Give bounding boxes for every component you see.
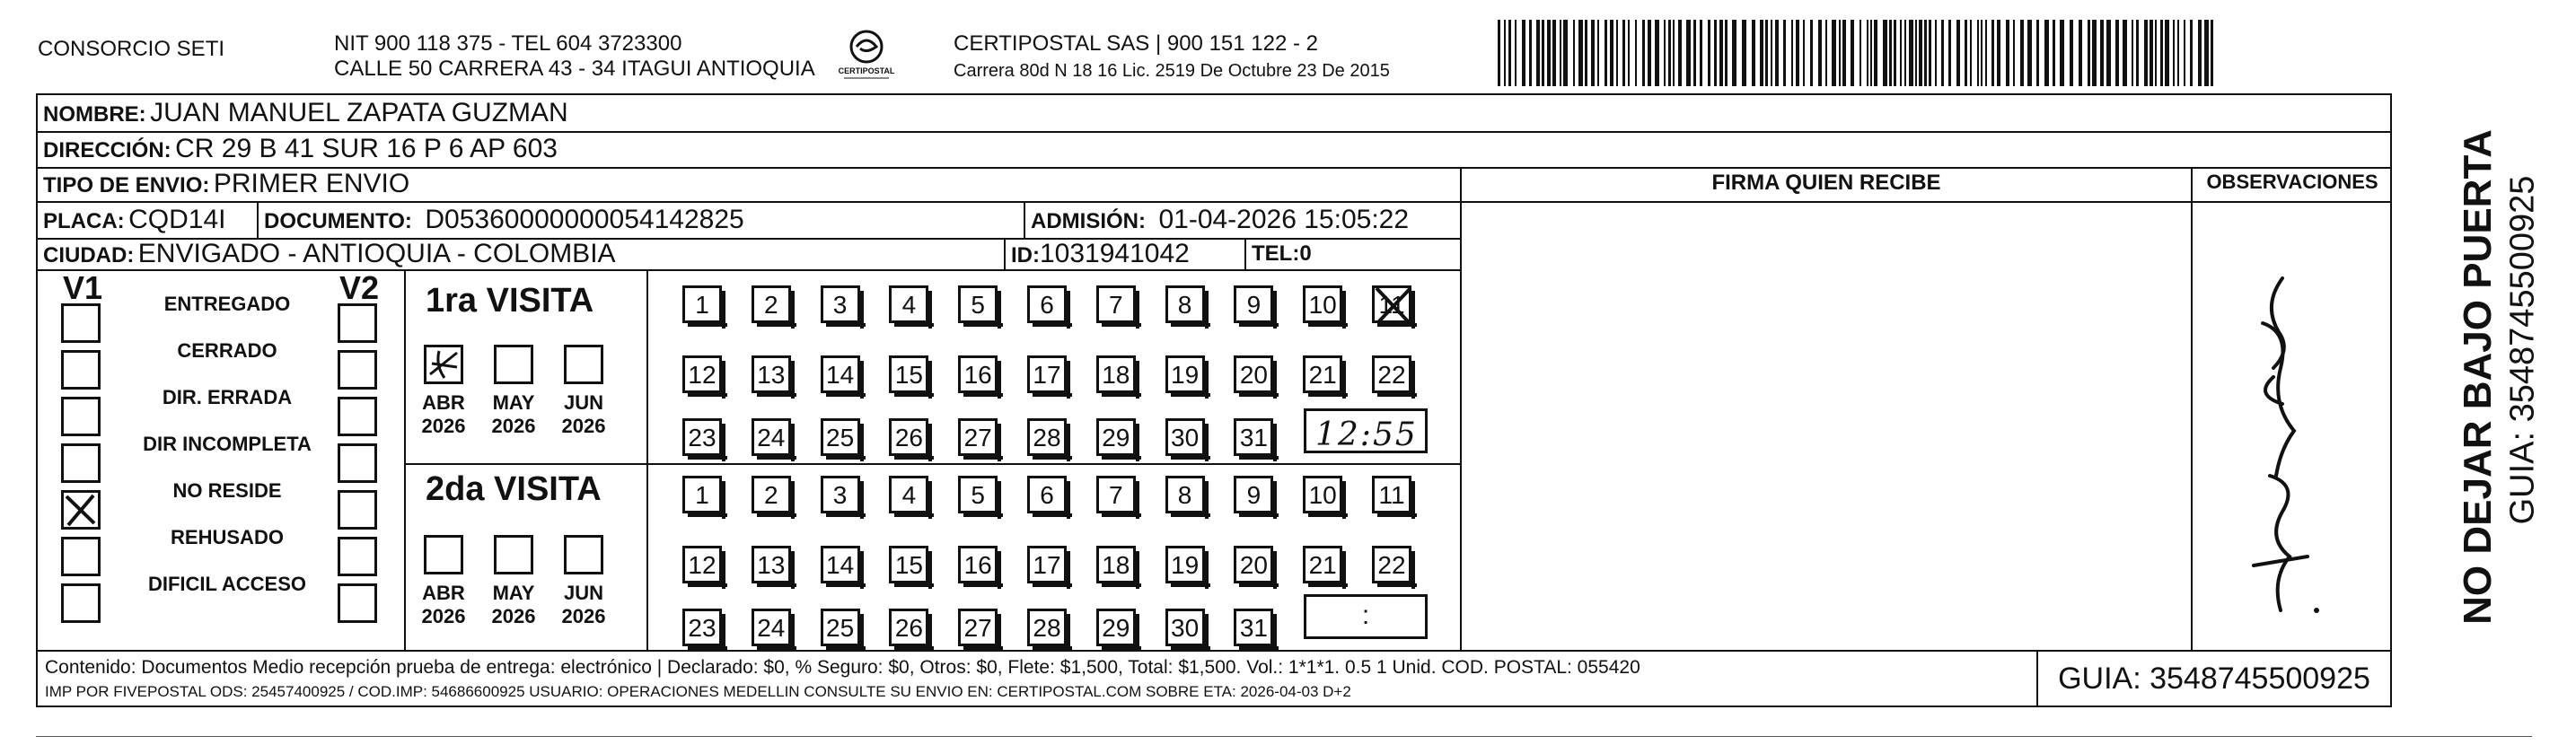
barcode-bar (1909, 20, 1913, 86)
barcode-bar (1708, 20, 1710, 86)
day-box-8[interactable]: 8 (1165, 285, 1205, 323)
month-label: ABR 2026 (421, 391, 466, 437)
barcode-bar (1796, 20, 1799, 86)
visit1-title: 1ra VISITA (426, 282, 594, 320)
day-box-9[interactable]: 9 (1234, 285, 1273, 323)
admision-row: ADMISIÓN: 01-04-2026 15:05:22 (1031, 205, 1410, 234)
barcode-bar (1686, 20, 1691, 86)
barcode-bar (1760, 20, 1763, 86)
certipostal-line: CERTIPOSTAL SAS | 900 151 122 - 2 (954, 31, 1318, 56)
day-box-15[interactable]: 15 (889, 546, 928, 583)
tipo-envio-row: TIPO DE ENVIO: PRIMER ENVIO (43, 169, 410, 198)
barcode-bar (1867, 20, 1868, 86)
day-box-8[interactable]: 8 (1165, 476, 1205, 513)
barcode-bar (1810, 20, 1813, 86)
day-box-19[interactable]: 19 (1165, 355, 1205, 393)
barcode-bar (2165, 20, 2169, 86)
v1-checkbox-3[interactable] (61, 397, 101, 436)
barcode-bar (1560, 20, 1561, 86)
barcode-bar (1765, 20, 1768, 86)
certipostal-logo (835, 27, 898, 83)
day-box-3[interactable]: 3 (821, 476, 860, 513)
day-box-10[interactable]: 10 (1303, 285, 1342, 323)
barcode-bar (1678, 20, 1682, 86)
barcode-bar (1956, 20, 1960, 86)
barcode-bar (1803, 20, 1805, 86)
placa-value: CQD14I (128, 205, 226, 234)
ciudad-row: CIUDAD: ENVIGADO - ANTIOQUIA - COLOMBIA (43, 239, 616, 268)
admision-value: 01-04-2026 15:05:22 (1158, 205, 1410, 234)
day-box-14[interactable]: 14 (821, 355, 860, 393)
barcode-bar (2144, 20, 2148, 86)
address-line: CALLE 50 CARRERA 43 - 34 ITAGUI ANTIOQUIA (334, 57, 815, 81)
v1-checkbox-6[interactable] (61, 537, 101, 576)
barcode-bar (1874, 20, 1877, 86)
barcode-bar (2198, 20, 2202, 86)
reason-label: DIR. ERRADA (162, 386, 293, 408)
day-box-12[interactable]: 12 (682, 355, 722, 393)
day-box-22[interactable]: 22 (1372, 546, 1411, 583)
barcode-bar (1924, 20, 1927, 86)
day-box-4[interactable]: 4 (889, 476, 928, 513)
barcode-bar (1929, 20, 1931, 86)
barcode-bar (1851, 20, 1854, 86)
v2-checkbox-4[interactable] (338, 443, 377, 483)
barcode-bar (2020, 20, 2024, 86)
documento-row: DOCUMENTO: D05360000000054142825 (264, 205, 744, 234)
day-box-26[interactable]: 26 (889, 609, 928, 646)
barcode-bar (1591, 20, 1595, 86)
reason-label: NO RESIDE (172, 479, 282, 502)
barcode-bar (1547, 20, 1551, 86)
reason-label: CERRADO (177, 339, 277, 362)
visit1-time-box[interactable] (1304, 408, 1428, 453)
month-checkbox-may[interactable] (494, 345, 533, 384)
month-label: ABR 2026 (421, 582, 466, 627)
ciudad-value: ENVIGADO - ANTIOQUIA - COLOMBIA (137, 239, 616, 268)
day-box-1[interactable]: 1 (682, 285, 722, 323)
handwritten-signature (2227, 269, 2361, 637)
month-checkbox-jun[interactable] (564, 535, 603, 574)
v2-label: V2 (339, 269, 380, 306)
barcode-bar (1628, 20, 1630, 86)
day-box-10[interactable]: 10 (1303, 476, 1342, 513)
barcode-bar (1515, 20, 1517, 86)
day-box-23[interactable]: 23 (682, 418, 722, 456)
footer-guia: GUIA: 3548745500925 (2058, 662, 2370, 696)
barcode-bar (1725, 20, 1728, 86)
barcode (1498, 20, 2223, 86)
day-box-5[interactable]: 5 (958, 476, 998, 513)
barcode-bar (1552, 20, 1556, 86)
barcode-bar (2132, 20, 2133, 86)
barcode-bar (1714, 20, 1717, 86)
barcode-bar (2115, 20, 2119, 86)
barcode-bar (2155, 20, 2157, 86)
day-box-26[interactable]: 26 (889, 418, 928, 456)
barcode-bar (1655, 20, 1659, 86)
barcode-bar (2027, 20, 2032, 86)
barcode-bar (1839, 20, 1841, 86)
barcode-bar (1673, 20, 1675, 86)
barcode-bar (2190, 20, 2193, 86)
observaciones-header: OBSERVACIONES (2206, 171, 2378, 193)
day-box-11[interactable]: 11 (1372, 285, 1411, 323)
barcode-bar (1668, 20, 1671, 86)
month-checkbox-abr[interactable] (424, 345, 463, 384)
barcode-bar (1859, 20, 1861, 86)
placa-row: PLACA: CQD14I (43, 205, 226, 234)
day-box-5[interactable]: 5 (958, 285, 998, 323)
v1-checkbox-4[interactable] (61, 443, 101, 483)
license-line: Carrera 80d N 18 16 Lic. 2519 De Octubre 23 De 2015 (954, 61, 1390, 81)
v1-label: V1 (63, 269, 103, 306)
day-box-17[interactable]: 17 (1027, 355, 1067, 393)
day-box-30[interactable]: 30 (1165, 609, 1205, 646)
company-name: CONSORCIO SETI (38, 37, 225, 61)
barcode-bar (1732, 20, 1736, 86)
barcode-bar (1635, 20, 1637, 86)
id-value: 1031941042 (1040, 239, 1190, 268)
v2-checkbox-1[interactable] (338, 303, 377, 343)
barcode-bar (1563, 20, 1568, 86)
barcode-bar (2177, 20, 2179, 86)
barcode-bar (1648, 20, 1651, 86)
barcode-bar (1965, 20, 1967, 86)
barcode-bar (1529, 20, 1532, 86)
no-dejar-bajo-puerta: NO DEJAR BAJO PUERTA (2456, 129, 2500, 625)
reason-label: ENTREGADO (163, 293, 291, 315)
nombre-value: JUAN MANUEL ZAPATA GUZMAN (150, 98, 568, 127)
day-box-16[interactable]: 16 (958, 355, 998, 393)
day-box-30[interactable]: 30 (1165, 418, 1205, 456)
day-box-18[interactable]: 18 (1096, 355, 1136, 393)
barcode-bar (1536, 20, 1540, 86)
day-box-28[interactable]: 28 (1027, 418, 1067, 456)
barcode-bar (1700, 20, 1702, 86)
day-box-23[interactable]: 23 (682, 609, 722, 646)
documento-value: D05360000000054142825 (425, 205, 744, 234)
day-box-18[interactable]: 18 (1096, 546, 1136, 583)
day-box-4[interactable]: 4 (889, 285, 928, 323)
barcode-bar (1522, 20, 1525, 86)
day-box-14[interactable]: 14 (821, 546, 860, 583)
day-box-25[interactable]: 25 (821, 609, 860, 646)
barcode-bar (2100, 20, 2104, 86)
day-box-6[interactable]: 6 (1027, 476, 1067, 513)
v1-checkbox-1[interactable] (61, 303, 101, 343)
barcode-bar (2088, 20, 2090, 86)
day-box-25[interactable]: 25 (821, 418, 860, 456)
visit1-time-handwritten: 12:55 (1315, 416, 1418, 453)
day-box-24[interactable]: 24 (752, 609, 791, 646)
day-box-6[interactable]: 6 (1027, 285, 1067, 323)
barcode-bar (1752, 20, 1755, 86)
day-box-31[interactable]: 31 (1234, 418, 1273, 456)
visit2-time-value: : (1361, 600, 1370, 630)
reason-label: REHUSADO (171, 526, 284, 548)
barcode-bar (1889, 20, 1892, 86)
barcode-bar (1771, 20, 1772, 86)
barcode-bar (2106, 20, 2111, 86)
barcode-bar (1542, 20, 1544, 86)
barcode-bar (1991, 20, 1994, 86)
visit2-title: 2da VISITA (426, 470, 602, 508)
barcode-bar (2053, 20, 2055, 86)
barcode-bar (1504, 20, 1506, 86)
v2-checkbox-3[interactable] (338, 397, 377, 436)
nit-line: NIT 900 118 375 - TEL 604 3723300 (334, 31, 682, 56)
barcode-bar (1508, 20, 1511, 86)
barcode-bar (1985, 20, 1987, 86)
barcode-bar (1935, 20, 1937, 86)
barcode-bar (1664, 20, 1666, 86)
month-checkbox-may[interactable] (494, 535, 533, 574)
barcode-bar (1605, 20, 1607, 86)
barcode-bar (1622, 20, 1625, 86)
barcode-bar (1693, 20, 1696, 86)
barcode-bar (1610, 20, 1613, 86)
barcode-bar (1977, 20, 1979, 86)
barcode-bar (1970, 20, 1972, 86)
nombre-row: NOMBRE: JUAN MANUEL ZAPATA GUZMAN (43, 98, 568, 127)
month-label: JUN 2026 (561, 391, 606, 437)
day-box-13[interactable]: 13 (752, 355, 791, 393)
barcode-bar (2070, 20, 2073, 86)
barcode-bar (1642, 20, 1645, 86)
barcode-bar (1904, 20, 1906, 86)
barcode-bar (2079, 20, 2082, 86)
barcode-bar (1742, 20, 1746, 86)
month-label: MAY 2026 (491, 391, 536, 437)
barcode-bar (1883, 20, 1887, 86)
day-box-13[interactable]: 13 (752, 546, 791, 583)
barcode-bar (2036, 20, 2039, 86)
barcode-bar (1616, 20, 1618, 86)
visit2-time-box[interactable] (1304, 594, 1428, 639)
day-box-29[interactable]: 29 (1096, 609, 1136, 646)
v2-checkbox-6[interactable] (338, 537, 377, 576)
barcode-bar (1498, 20, 1500, 86)
v2-checkbox-2[interactable] (338, 350, 377, 390)
barcode-bar (1573, 20, 1575, 86)
day-box-21[interactable]: 21 (1303, 546, 1342, 583)
barcode-bar (2150, 20, 2153, 86)
day-box-27[interactable]: 27 (958, 609, 998, 646)
day-box-19[interactable]: 19 (1165, 546, 1205, 583)
v2-checkbox-5[interactable] (338, 490, 377, 530)
barcode-bar (2173, 20, 2175, 86)
barcode-bar (1997, 20, 2000, 86)
v1-checkbox-2[interactable] (61, 350, 101, 390)
barcode-bar (2013, 20, 2015, 86)
barcode-bar (1818, 20, 1822, 86)
barcode-bar (1791, 20, 1793, 86)
barcode-bar (1919, 20, 1922, 86)
barcode-bar (2044, 20, 2049, 86)
barcode-bar (1825, 20, 1827, 86)
barcode-bar (2123, 20, 2127, 86)
id-row: ID:1031941042 (1011, 239, 1190, 268)
barcode-bar (2211, 20, 2213, 86)
day-box-2[interactable]: 2 (752, 476, 791, 513)
barcode-bar (1842, 20, 1846, 86)
direccion-row: DIRECCIÓN: CR 29 B 41 SUR 16 P 6 AP 603 (43, 134, 558, 163)
barcode-bar (1585, 20, 1587, 86)
day-box-2[interactable]: 2 (752, 285, 791, 323)
barcode-bar (1832, 20, 1836, 86)
month-checkbox-jun[interactable] (564, 345, 603, 384)
barcode-bar (2092, 20, 2097, 86)
reason-label: DIFICIL ACCESO (147, 573, 306, 595)
barcode-bar (1597, 20, 1599, 86)
barcode-bar (1578, 20, 1583, 86)
month-checkbox-abr[interactable] (424, 535, 463, 574)
day-box-7[interactable]: 7 (1096, 476, 1136, 513)
barcode-bar (2184, 20, 2185, 86)
tipo-envio-value: PRIMER ENVIO (213, 169, 410, 198)
barcode-bar (1719, 20, 1723, 86)
day-box-11[interactable]: 11 (1372, 476, 1411, 513)
day-box-31[interactable]: 31 (1234, 609, 1273, 646)
barcode-bar (1783, 20, 1786, 86)
barcode-bar (2160, 20, 2163, 86)
barcode-bar (1915, 20, 1917, 86)
firma-header: FIRMA QUIEN RECIBE (1711, 171, 1941, 195)
day-box-12[interactable]: 12 (682, 546, 722, 583)
tel-row: TEL:0 (1252, 241, 1312, 266)
barcode-bar (2060, 20, 2064, 86)
barcode-bar (1981, 20, 1983, 86)
v1-checkbox-5[interactable] (61, 490, 101, 530)
barcode-bar (1775, 20, 1779, 86)
reason-label: DIR INCOMPLETA (143, 433, 312, 455)
v1-checkbox-7[interactable] (61, 583, 101, 623)
barcode-bar (1941, 20, 1944, 86)
day-box-9[interactable]: 9 (1234, 476, 1273, 513)
tel-value: 0 (1299, 241, 1312, 266)
month-label: MAY 2026 (491, 582, 536, 627)
barcode-bar (2204, 20, 2209, 86)
day-box-21[interactable]: 21 (1303, 355, 1342, 393)
day-box-22[interactable]: 22 (1372, 355, 1411, 393)
barcode-bar (1900, 20, 1902, 86)
day-box-28[interactable]: 28 (1027, 609, 1067, 646)
day-box-3[interactable]: 3 (821, 285, 860, 323)
v2-checkbox-7[interactable] (338, 583, 377, 623)
barcode-bar (2006, 20, 2009, 86)
day-box-7[interactable]: 7 (1096, 285, 1136, 323)
side-guia: GUIA: 3548745500925 (2503, 175, 2542, 525)
barcode-bar (1948, 20, 1951, 86)
day-box-27[interactable]: 27 (958, 418, 998, 456)
footer-contenido: Contenido: Documentos Medio recepción prueba de entrega: electrónico | Declarado: $0, % Seguro: $0, Otros: $0, Flete: $1,500, Total: $1,500. Vol.: 1*1*1. 0.5 1 Unid. COD. POSTAL: 055420 (45, 657, 1640, 678)
barcode-bar (1870, 20, 1872, 86)
barcode-bar (1894, 20, 1896, 86)
day-box-24[interactable]: 24 (752, 418, 791, 456)
day-box-20[interactable]: 20 (1234, 355, 1273, 393)
day-box-15[interactable]: 15 (889, 355, 928, 393)
day-box-20[interactable]: 20 (1234, 546, 1273, 583)
day-box-17[interactable]: 17 (1027, 546, 1067, 583)
logo-text: CERTIPOSTAL (838, 66, 895, 75)
direccion-value: CR 29 B 41 SUR 16 P 6 AP 603 (175, 134, 558, 163)
barcode-bar (2136, 20, 2139, 86)
month-label: JUN 2026 (561, 582, 606, 627)
day-box-16[interactable]: 16 (958, 546, 998, 583)
footer-imp-line: IMP POR FIVEPOSTAL ODS: 25457400925 / COD.IMP: 54686600925 USUARIO: OPERACIONES MEDELLIN CONSULTE SU ENVIO EN: CERTIPOSTAL.COM SOBRE ETA: 2026-04-03 D+2 (45, 683, 1351, 700)
day-box-1[interactable]: 1 (682, 476, 722, 513)
day-box-29[interactable]: 29 (1096, 418, 1136, 456)
